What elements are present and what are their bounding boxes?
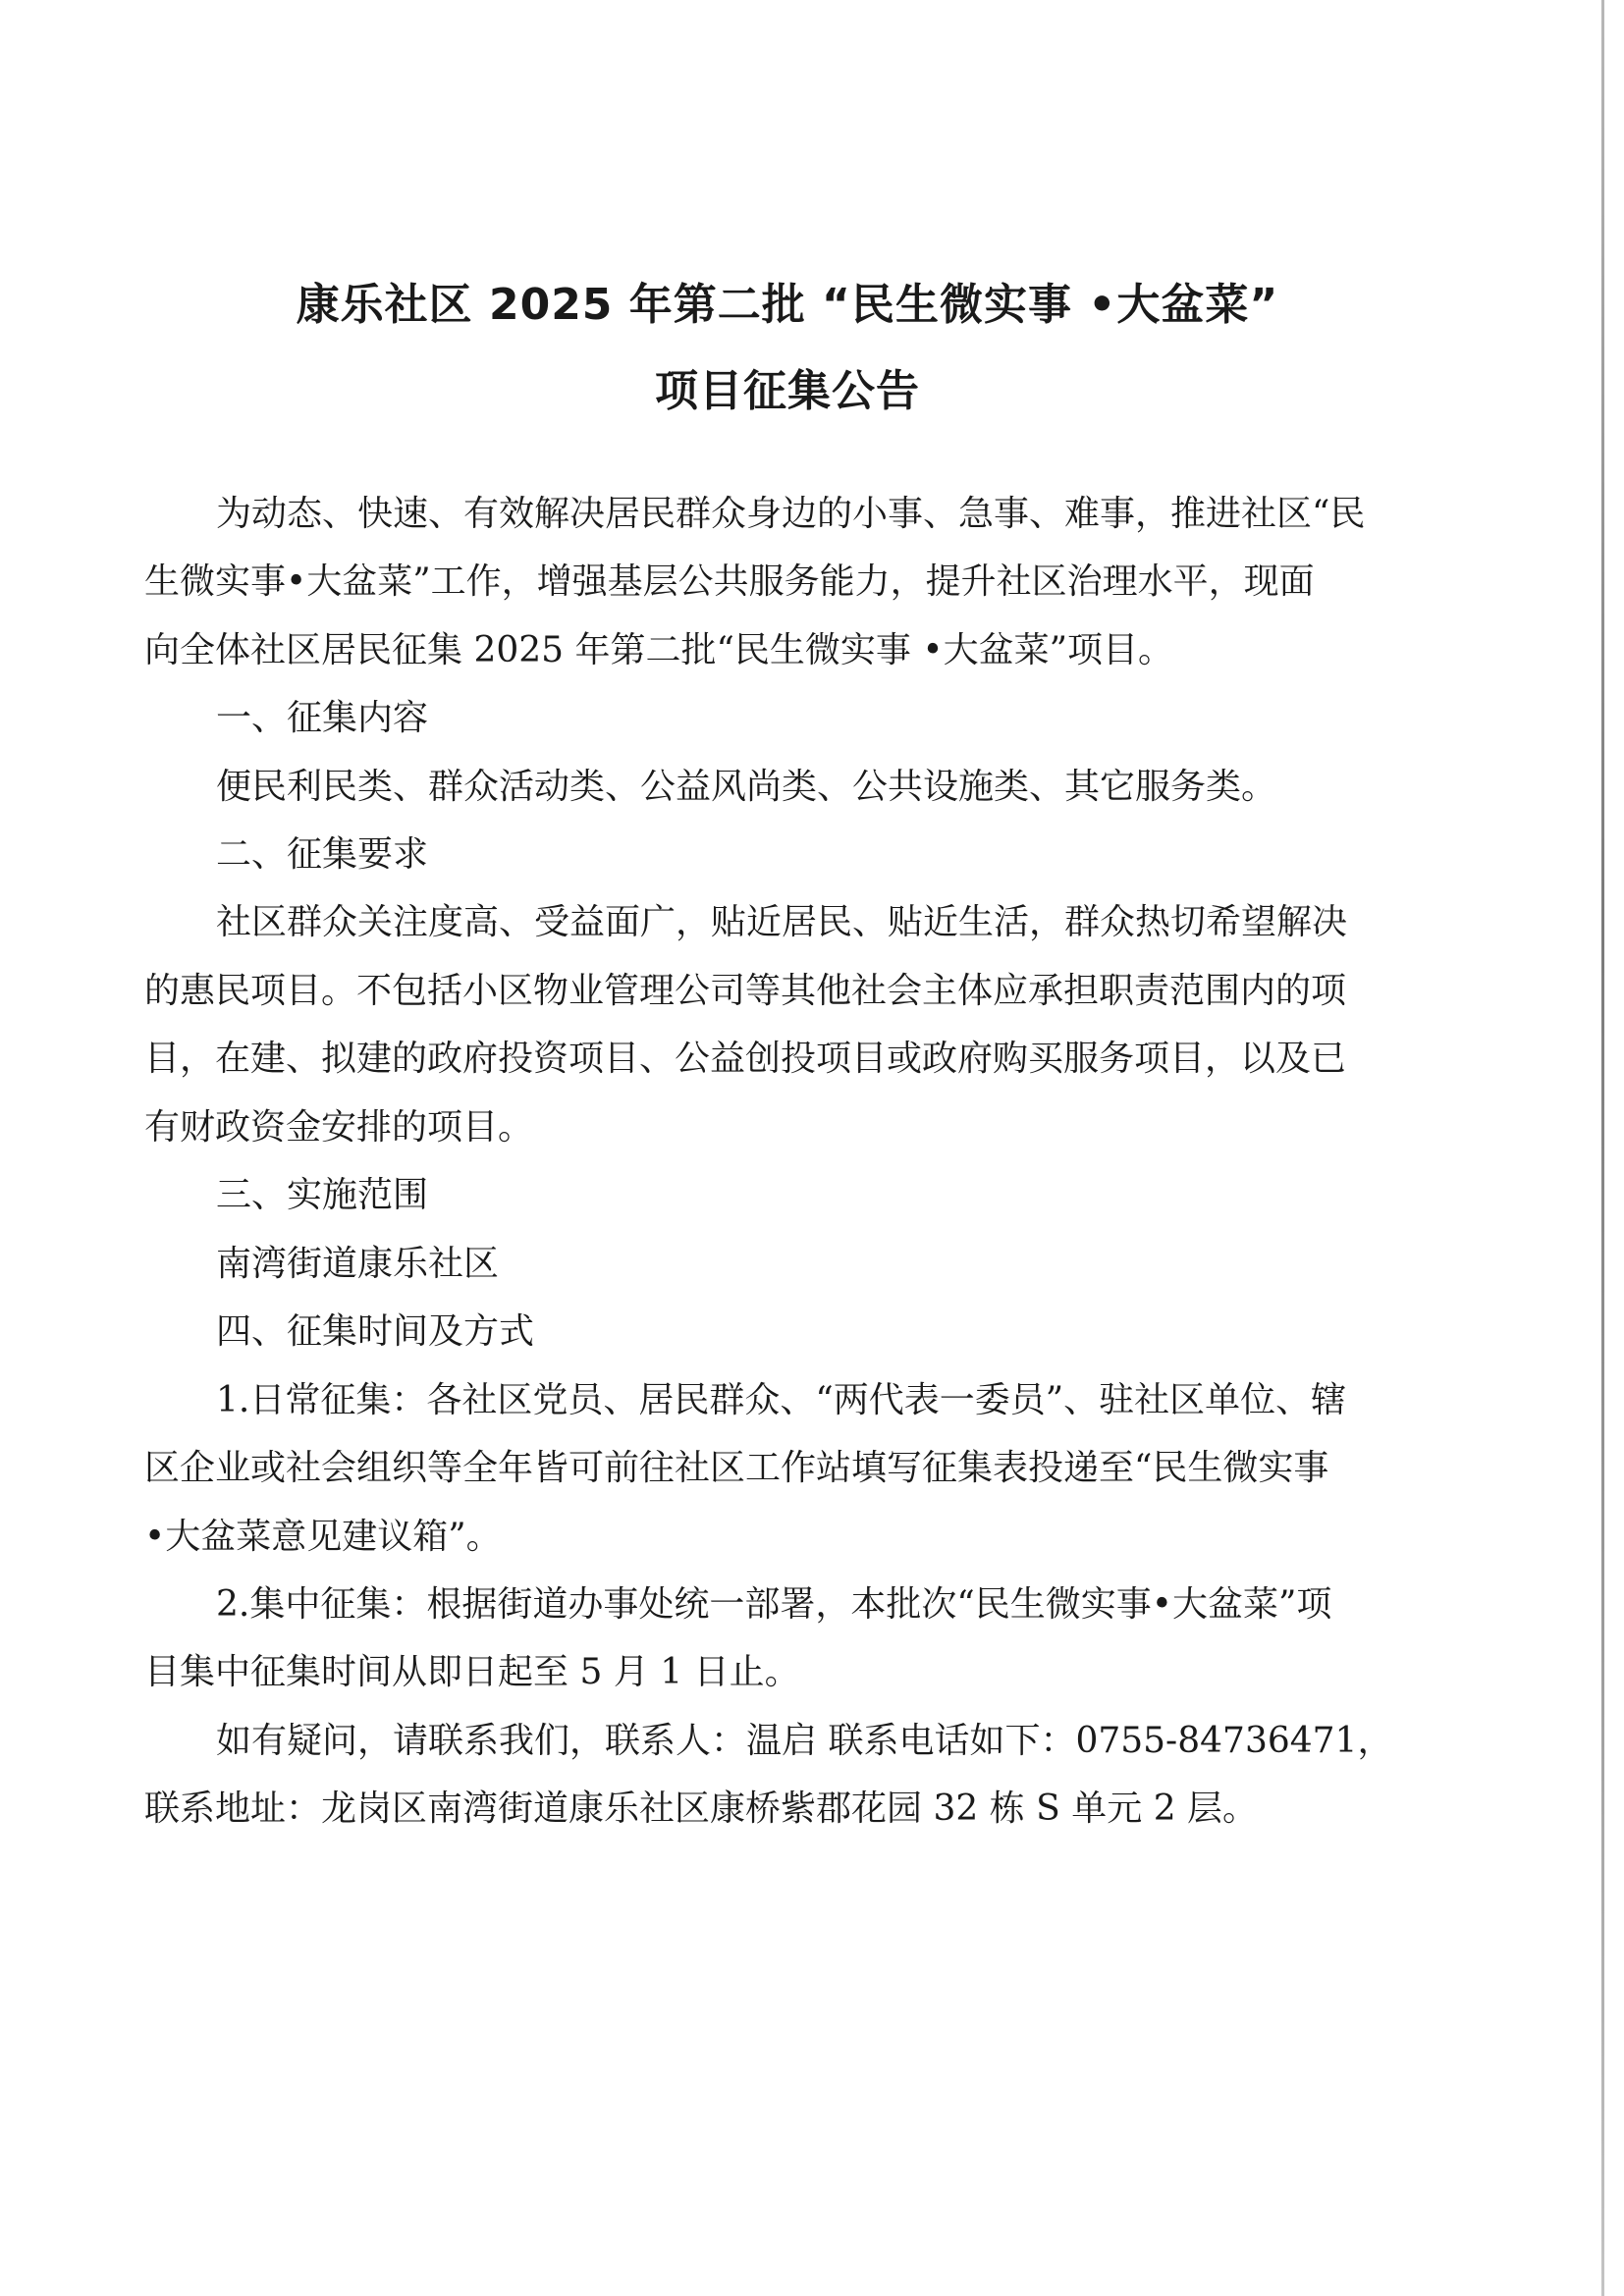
scope-text: 南湾街道康乐社区	[216, 1244, 500, 1284]
contact-line-2: 联系地址：龙岗区南湾街道康乐社区康桥紫郡花园 32 栋 S 单元 2 层。	[144, 1789, 1259, 1829]
intro-paragraph-line-1: 为动态、快速、有效解决居民群众身边的小事、急事、难事，推进社区“民	[216, 494, 1366, 534]
intro-paragraph-line-2: 生微实事•大盆菜”工作，增强基层公共服务能力，提升社区治理水平，现面	[144, 561, 1315, 602]
section-heading-requirements: 二、征集要求	[216, 834, 429, 875]
requirements-line-2: 的惠民项目。不包括小区物业管理公司等其他社会主体应承担职责范围内的项	[144, 971, 1347, 1011]
document-title-line-2: 项目征集公告	[655, 366, 920, 416]
intro-paragraph-line-3: 向全体社区居民征集 2025 年第二批“民生微实事 •大盆菜”项目。	[144, 630, 1173, 670]
focused-collection-line-2: 目集中征集时间从即日起至 5 月 1 日止。	[144, 1652, 800, 1692]
focused-collection-line-1: 2.集中征集：根据街道办事处统一部署，本批次“民生微实事•大盆菜”项	[216, 1584, 1332, 1625]
section-heading-content: 一、征集内容	[216, 698, 429, 738]
daily-collection-line-3: •大盆菜意见建议箱”。	[144, 1517, 502, 1557]
scan-edge-line	[1601, 0, 1604, 2296]
requirements-line-1: 社区群众关注度高、受益面广，贴近居民、贴近生活，群众热切希望解决	[216, 902, 1348, 942]
section-heading-time-method: 四、征集时间及方式	[216, 1311, 535, 1352]
requirements-line-3: 目，在建、拟建的政府投资项目、公益创投项目或政府购买服务项目，以及已	[144, 1039, 1347, 1079]
document-title-line-1: 康乐社区 2025 年第二批 “民生微实事 •大盆菜”	[296, 280, 1279, 330]
daily-collection-line-1: 1.日常征集：各社区党员、居民群众、“两代表一委员”、驻社区单位、辖	[216, 1380, 1347, 1420]
daily-collection-line-2: 区企业或社会组织等全年皆可前往社区工作站填写征集表投递至“民生微实事	[144, 1448, 1329, 1488]
section-heading-scope: 三、实施范围	[216, 1175, 429, 1215]
content-categories: 便民利民类、群众活动类、公益风尚类、公共设施类、其它服务类。	[216, 767, 1277, 807]
requirements-line-4: 有财政资金安排的项目。	[144, 1107, 534, 1148]
contact-line-1: 如有疑问，请联系我们，联系人：温启 联系电话如下：0755-84736471，	[216, 1721, 1393, 1761]
